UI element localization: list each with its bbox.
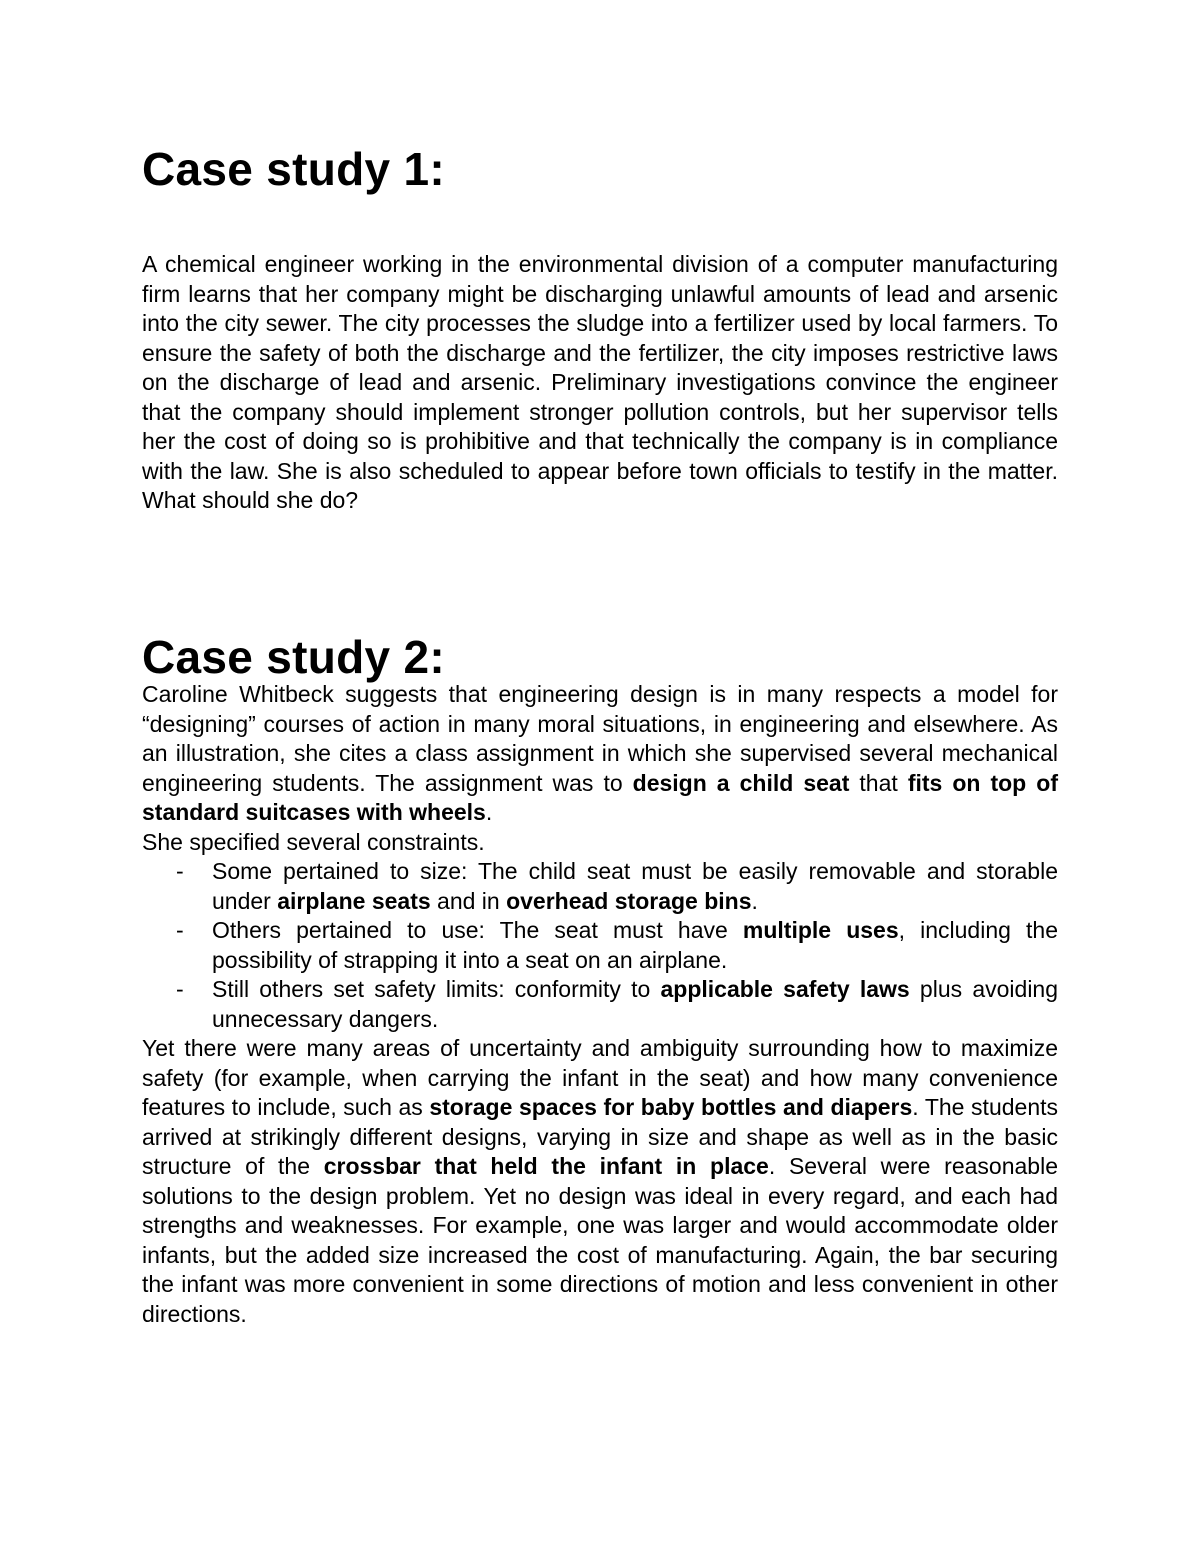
case-study-1-title: Case study 1: [142, 143, 446, 195]
bullet-text: , including the possibility of strapping it into a seat on an airplane. [212, 917, 1059, 973]
conclusion-text-1: Yet there were many areas of uncertainty and ambiguity surrounding how to maximize safety (for example, when carrying the infant in the seat) and how many convenience features to include, such as [142, 1035, 1058, 1120]
case-study-2-title: Case study 2: [142, 631, 446, 683]
bullet-bold: airplane seats [277, 887, 431, 914]
bullet-text: and in [430, 887, 507, 914]
list-item [142, 857, 1058, 916]
conclusion-text-2: . The students arrived at strikingly different designs, varying in size and shape as well as in the basic structure of the [142, 1094, 1058, 1179]
intro-text-1: Caroline Whitbeck suggests that engineering design is in many respects a model for “designing” courses of action in many moral situations, in engineering and elsewhere. As an illustration, she cites a class assignment in which she supervised several mechanical engineering students. The assignment was to [142, 681, 1058, 796]
case-study-1-body: A chemical engineer working in the environmental division of a computer manufacturing firm learns that her company might be discharging unlawful amounts of lead and arsenic into the city sewer. The city processes the sludge into a fertilizer used by local farmers. To ensure the safety of both the discharge and the fertilizer, the city imposes restrictive laws on the discharge of lead and arsenic. Preliminary investigations convince the engineer that the company should implement stronger pollution controls, but her supervisor tells her the cost of doing so is prohibitive and that technically the company is in compliance with the law. She is also scheduled to appear before town officials to testify in the matter. What should she do? [142, 251, 1058, 513]
bullet-bold: multiple uses [742, 917, 899, 943]
bullet-text: . [751, 887, 758, 914]
intro-bold-2: fits on top of standard suitcases with wheels [142, 769, 1058, 825]
case-study-2-intro [142, 680, 1058, 828]
bullet-text: Some pertained to size: The child seat must be easily removable and storable under [212, 858, 1058, 914]
bullet-text: plus avoiding unnecessary dangers. [212, 976, 1059, 1032]
conclusion-bold-1: storage spaces for baby bottles and diapers [429, 1094, 913, 1120]
bullet-text: Still others set safety limits: conformity to [212, 976, 661, 1002]
dash-bullet: - [176, 976, 184, 1002]
constraints-list [142, 857, 1058, 1034]
dash-bullet: - [176, 858, 184, 884]
list-item [142, 975, 1058, 1034]
list-item [142, 916, 1058, 975]
constraints-intro: She specified several constraints. [142, 828, 485, 855]
bullet-text: Others pertained to use: The seat must have [212, 917, 743, 943]
intro-text-3: . [485, 799, 493, 825]
intro-bold-1: design a child seat [632, 769, 850, 796]
intro-text-2: that [849, 769, 908, 796]
case-study-2-conclusion [142, 1034, 1058, 1329]
dash-bullet: - [176, 917, 184, 943]
case-study-2-body [142, 680, 1058, 1329]
conclusion-bold-2: crossbar that held the infant in place [323, 1153, 769, 1179]
bullet-bold: applicable safety laws [660, 976, 910, 1002]
conclusion-text-3: . Several were reasonable solutions to the design problem. Yet no design was ideal in every regard, and each had strengths and weaknesses. For example, one was larger and would accommodate older infants, but the added size increased the cost of manufacturing. Again, the bar securing the infant was more convenient in some directions of motion and less convenient in other directions. [142, 1153, 1058, 1327]
bullet-bold: overhead storage bins [506, 887, 752, 914]
